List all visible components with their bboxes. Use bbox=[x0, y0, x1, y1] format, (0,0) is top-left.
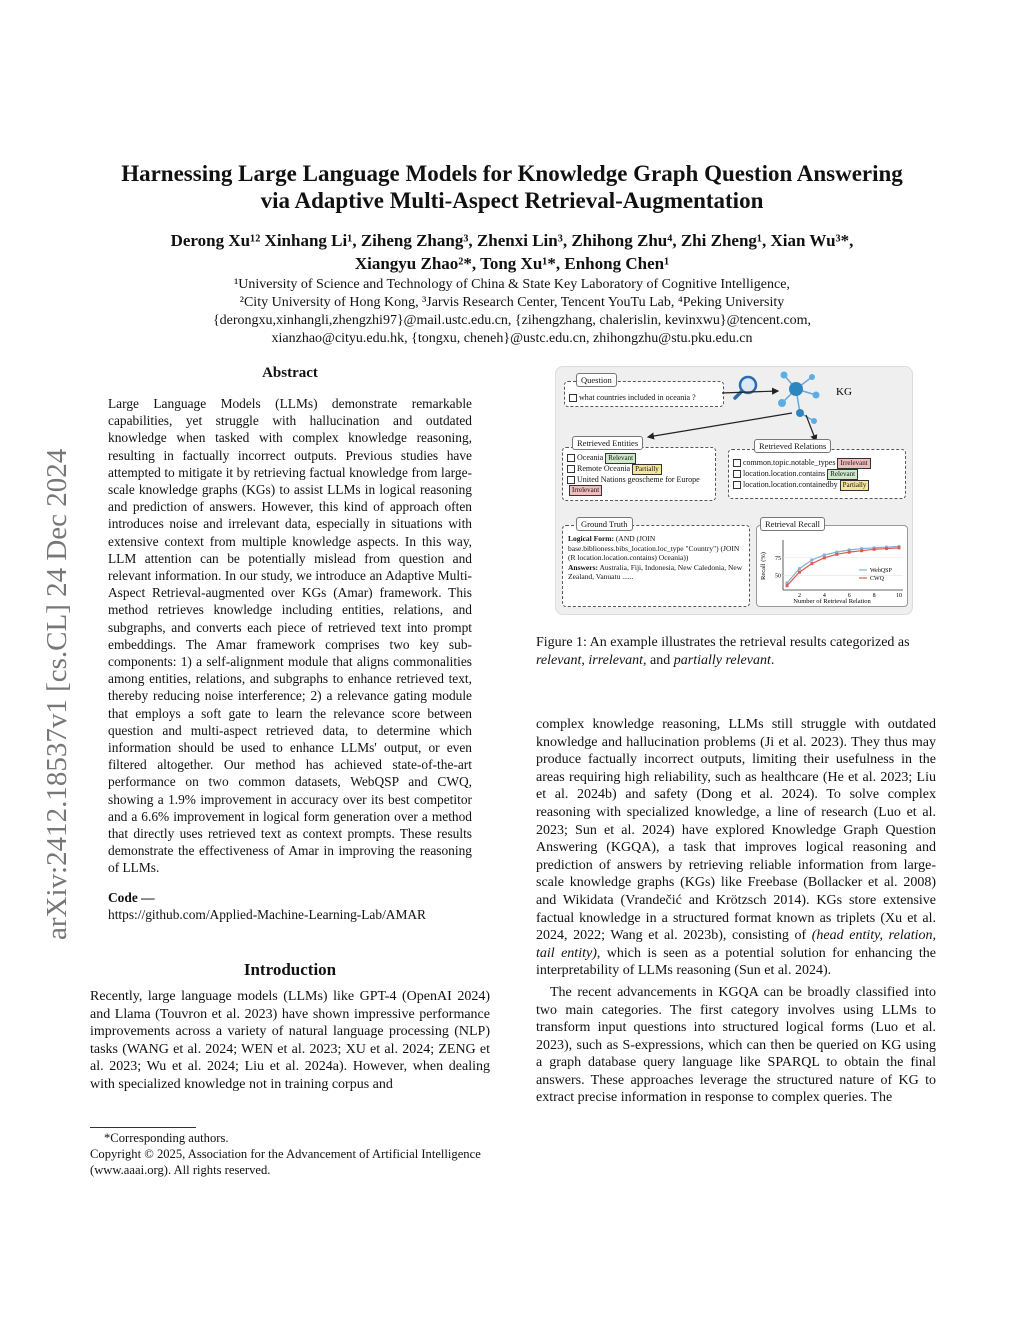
partially-tag: Partially bbox=[632, 464, 662, 475]
data-point-cwq bbox=[810, 562, 813, 565]
arxiv-id: arXiv:2412.18537v1 [cs.CL] 24 Dec 2024 bbox=[41, 448, 73, 940]
data-point-webqsp bbox=[810, 558, 813, 561]
arxiv-sidebar bbox=[26, 355, 82, 945]
introduction-heading: Introduction bbox=[243, 960, 337, 979]
arrow-question-to-kg bbox=[722, 391, 778, 393]
title-line-2: via Adaptive Multi-Aspect Retrieval-Augmentation bbox=[260, 188, 764, 213]
checkbox-icon bbox=[733, 470, 741, 478]
irrelevant-tag: Irrelevant bbox=[569, 485, 602, 496]
logical-form: (AND (JOIN base.biblioness.bibs_location.loc_type "Country") (JOIN (R location.location.contains) Oceania)) bbox=[568, 534, 740, 562]
data-point-cwq bbox=[848, 551, 851, 554]
recall-chart bbox=[757, 526, 907, 606]
right-column-text bbox=[536, 716, 936, 1107]
paragraph-2: The recent advancements in KGQA can be broadly classified into two main categories. The first category involves using LLMs to transform input questions into structured logical forms (Luo et al. 2023), such as S-expressions, which can then be queried on KG using a graph database query language like SPARQL to obtain the final answers. These approaches leverage the structured nature of KG to extract precise information in response to complex queries. The bbox=[536, 984, 936, 1106]
relations-label: Retrieved Relations bbox=[754, 439, 831, 453]
data-point-cwq bbox=[823, 556, 826, 559]
recall-chart-box bbox=[756, 525, 908, 607]
affiliations bbox=[60, 276, 964, 348]
answers: Australia, Fiji, Indonesia, New Caledonia, New Zealand, Vanuatu ...... bbox=[568, 562, 743, 581]
title-line-1: Harnessing Large Language Models for Knowledge Graph Question Answering bbox=[121, 161, 903, 186]
x-tick-label: 6 bbox=[847, 593, 851, 599]
arrow-kg-to-relations bbox=[806, 415, 816, 441]
checkbox-icon bbox=[733, 459, 741, 467]
data-point-cwq bbox=[786, 584, 789, 587]
ground-truth-label: Ground Truth bbox=[576, 517, 633, 531]
ground-truth-box bbox=[562, 525, 750, 607]
kg-label: KG bbox=[836, 386, 852, 398]
entity-item: United Nations geoscheme for EuropeIrrelevant bbox=[567, 475, 713, 496]
entity-item: Oceania Relevant bbox=[567, 453, 713, 464]
data-point-cwq bbox=[873, 548, 876, 551]
legend-label: WebQSP bbox=[870, 568, 892, 574]
recall-ylabel: Recall (%) bbox=[760, 552, 767, 580]
checkbox-icon bbox=[567, 476, 575, 484]
x-tick-label: 10 bbox=[896, 593, 902, 599]
figure-1 bbox=[555, 366, 913, 615]
legend-label: CWQ bbox=[870, 576, 884, 582]
paper-title bbox=[60, 160, 964, 214]
logical-form-label: Logical Form: bbox=[568, 534, 615, 543]
footnote-corresponding: *Corresponding authors. bbox=[104, 1131, 229, 1145]
figure-caption: Figure 1: An example illustrates the retrieval results categorized as relevant, irrelevant, and partially relevant. bbox=[536, 635, 910, 668]
data-point-webqsp bbox=[823, 553, 826, 556]
abstract-heading: Abstract bbox=[262, 365, 318, 381]
relation-item: location.location.contains Relevant bbox=[733, 469, 903, 480]
authors-line-2: Xiangyu Zhao²*, Tong Xu¹*, Enhong Chen¹ bbox=[354, 254, 670, 273]
ground-truth-content bbox=[568, 534, 746, 582]
code-heading: Code — bbox=[108, 890, 155, 905]
entity-item: Remote Oceania Partially bbox=[567, 464, 713, 475]
relation-item: common.topic.notable_types Irrelevant bbox=[733, 458, 903, 469]
relations-box bbox=[728, 449, 906, 499]
irrelevant-tag: Irrelevant bbox=[837, 458, 870, 469]
entities-label: Retrieved Entities bbox=[572, 436, 643, 450]
data-point-cwq bbox=[798, 571, 801, 574]
recall-chart-label: Retrieval Recall bbox=[760, 517, 825, 531]
arrow-kg-to-entities bbox=[648, 413, 792, 437]
data-point-cwq bbox=[898, 546, 901, 549]
author-list bbox=[60, 229, 964, 275]
abstract-text: Large Language Models (LLMs) demonstrate remarkable capabilities, yet struggle with hallucination and outdated knowledge when tasked with complex knowledge reasoning, resulting in factually incorrect outputs. Previous studies have attempted to mitigate it by retrieving factual knowledge from large-scale knowledge graphs (KGs) to assist LLMs in logical reasoning and prediction of answers. However, this kind of approach often introduces noise and irrelevant data, especially in situations with extensive context from multiple knowledge aspects. In this way, LLM attention can be potentially mislead from question and relevant information. In our study, we introduce an Adaptive Multi-Aspect Retrieval-augmented over KGs (Amar) framework. This method retrieves knowledge including entities, relations, and subgraphs, and converts each piece of retrieved text into prompt embeddings. The Amar framework comprises two key sub-components: 1) a self-alignment module that aligns commonalities among entities, relations, and subgraphs to enhance retrieved text, thereby reducing noise interference; 2) a relevance gating module that employs a soft gate to learn the relevance score between question and multi-aspect retrieved data, to determine which information should be used to enhance LLMs' output, or even filtered altogether. Our method has achieved state-of-the-art performance on two common datasets, WebQSP and CWQ, showing a 1.9% improvement in accuracy over its best competitor and a 6.6% improvement in logical form generation over a method that directly uses retrieved text as context prompts. These results demonstrate the effectiveness of Amar in improving the reasoning of LLMs. bbox=[108, 396, 472, 876]
relation-item: location.location.containedby Partially bbox=[733, 480, 903, 491]
footnote-copyright: Copyright © 2025, Association for the Advancement of Artificial Intelligence (www.aaai.org). All rights reserved. bbox=[90, 1147, 481, 1177]
data-point-webqsp bbox=[798, 567, 801, 570]
arxiv-sidebar-svg bbox=[26, 355, 82, 945]
affiliation-1: ¹University of Science and Technology of China & State Key Laboratory of Cognitive Intelligence, bbox=[234, 277, 790, 292]
y-tick-label: 50 bbox=[775, 573, 781, 580]
checkbox-icon bbox=[567, 465, 575, 473]
data-point-cwq bbox=[835, 553, 838, 556]
partially-tag: Partially bbox=[840, 480, 870, 491]
x-tick-label: 4 bbox=[822, 593, 826, 599]
code-link[interactable]: https://github.com/Applied-Machine-Learning-Lab/AMAR bbox=[108, 907, 426, 922]
data-point-cwq bbox=[860, 549, 863, 552]
y-tick-label: 75 bbox=[775, 555, 781, 562]
emails-2: xianzhao@cityu.edu.hk, {tongxu, cheneh}@ustc.edu.cn, zhihongzhu@stu.pku.edu.cn bbox=[271, 331, 753, 346]
question-text: what countries included in oceania ? bbox=[579, 393, 696, 402]
relevant-tag: Relevant bbox=[827, 469, 858, 480]
relevant-tag: Relevant bbox=[605, 453, 636, 464]
introduction-text: Recently, large language models (LLMs) like GPT-4 (OpenAI 2024) and Llama (Touvron et al. 2023) have shown impressive performance improvements across a variety of natural language processing (NLP) tasks (WANG et al. 2024; WEN et al. 2023; XU et al. 2024; ZENG et al. 2023; Wu et al. 2024; Liu et al. 2024a). However, when dealing with specialized knowledge not in training corpus and bbox=[90, 989, 490, 1092]
data-point-cwq bbox=[885, 547, 888, 550]
emails-1: {derongxu,xinhangli,zhengzhi97}@mail.ustc.edu.cn, {zihengzhang, chalerislin, kevinxwu}@tencent.com, bbox=[212, 313, 812, 328]
checkbox-icon bbox=[567, 454, 575, 462]
checkbox-icon bbox=[733, 481, 741, 489]
affiliation-2: ²City University of Hong Kong, ³Jarvis Research Center, Tencent YouTu Lab, ⁴Peking University bbox=[239, 295, 785, 310]
x-tick-label: 8 bbox=[872, 593, 876, 599]
answers-label: Answers: bbox=[568, 562, 598, 572]
authors-line-1: Derong Xu¹² Xinhang Li¹, Ziheng Zhang³, Zhenxi Lin³, Zhihong Zhu⁴, Zhi Zheng¹, Xian Wu³*, bbox=[170, 231, 854, 250]
paragraph-1: complex knowledge reasoning, LLMs still struggle with outdated knowledge and hallucination problems (Ji et al. 2023). They thus may produce factually incorrect outputs, limiting their usefulness in the areas requiring high reliability, such as healthcare (He et al. 2023; Liu et al. 2024b) and safety (Dong et al. 2024). To solve complex reasoning with specialized knowledge, a line of research (Luo et al. 2023; Sun et al. 2024) have explored Knowledge Graph Question Answering (KGQA), a task that improves logical reasoning and prediction of answers by retrieving reliable information from large-scale knowledge graphs (KGs) like Freebase (Bollacker et al. 2008) and Wikidata (Vrandečić and Krötzsch 2014). KGs store extensive factual knowledge in a structured format known as triplets (Xu et al. 2024, 2022; Wang et al. 2023b), consisting of (head entity, relation, tail entity), which is seen as a potential solution for enhancing the interpretability of LLMs reasoning (Sun et al. 2024). bbox=[536, 717, 936, 979]
recall-xlabel: Number of Retrieval Relation bbox=[793, 598, 871, 605]
entities-list bbox=[567, 453, 713, 496]
entities-box bbox=[562, 447, 716, 501]
footnote-rule bbox=[90, 1127, 196, 1128]
relations-list bbox=[733, 458, 903, 491]
x-tick-label: 2 bbox=[797, 593, 801, 599]
footnote bbox=[90, 1130, 490, 1178]
question-label: Question bbox=[576, 373, 617, 387]
